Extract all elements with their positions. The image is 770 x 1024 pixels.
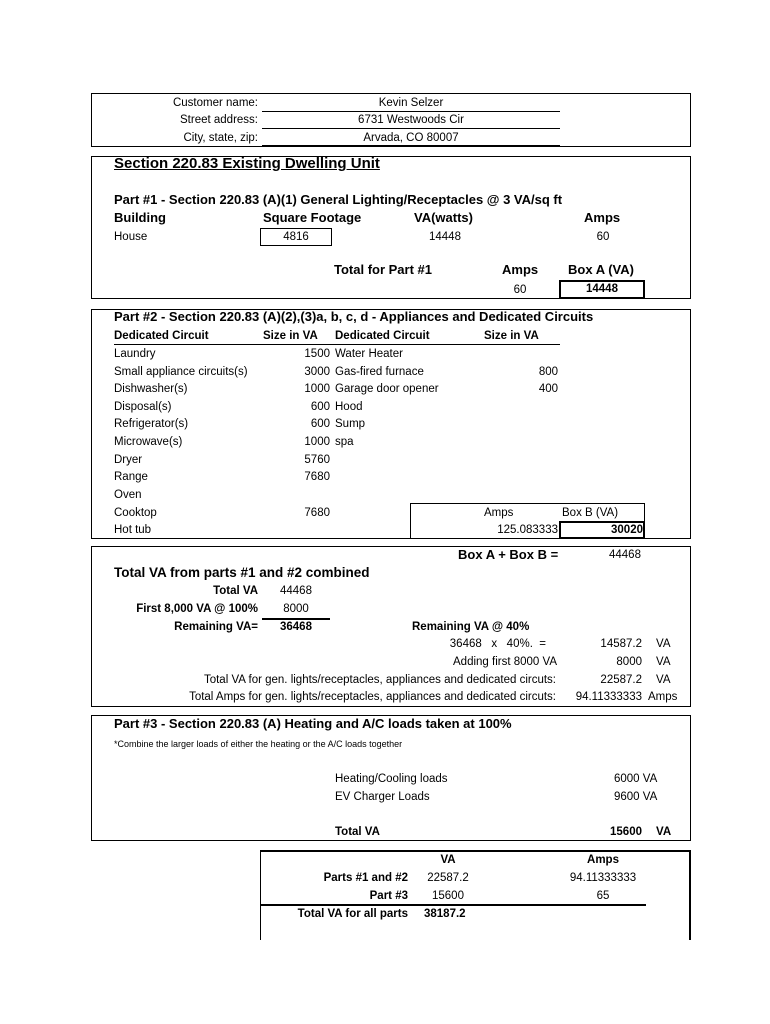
summary-right-border <box>689 850 691 940</box>
first-8000-label: First 8,000 VA @ 100% <box>136 603 258 615</box>
left-circuit-size: 600 <box>310 401 330 413</box>
part3-total-label: Total VA <box>335 826 380 838</box>
total-gen-va-value: 22587.2 <box>600 674 642 686</box>
part1-total-amps-value: 60 <box>513 284 527 296</box>
box-a-label: Box A (VA) <box>568 262 634 277</box>
part1-col-amps: Amps <box>584 210 621 225</box>
left-circuit-name: Small appliance circuits(s) <box>114 366 248 378</box>
part1-sqft-value: 4816 <box>283 231 309 243</box>
customer-name-value: Kevin Selzer <box>378 97 444 109</box>
left-circuit-size: 1000 <box>304 383 330 395</box>
ev-charger-value: 9600 VA <box>614 791 658 803</box>
remaining-va-label: Remaining VA= <box>174 621 258 633</box>
right-circuit-name: Water Heater <box>335 348 403 360</box>
right-circuit-name: Hood <box>335 401 363 413</box>
adding-8000-value: 8000 <box>616 656 642 668</box>
calc-unit: VA <box>656 638 671 650</box>
total-gen-va-label: Total VA for gen. lights/receptacles, appliances and dedicated circuts: <box>203 674 556 686</box>
part2-col-size: Size in VA <box>263 330 318 342</box>
part1-col-building: Building <box>114 210 166 225</box>
right-circuit-name: Garage door opener <box>335 383 439 395</box>
adding-8000-label: Adding first 8000 VA <box>453 656 557 668</box>
right-circuit-size: 800 <box>538 366 558 378</box>
left-circuit-size: 7680 <box>304 507 330 519</box>
part3-title: Part #3 - Section 220.83 (A) Heating and A/C loads taken at 100% <box>114 716 512 731</box>
customer-name-underline <box>262 111 560 112</box>
part2-header-underline <box>114 344 560 345</box>
part1-title: Part #1 - Section 220.83 (A)(1) General Lighting/Receptacles @ 3 VA/sq ft <box>114 192 563 207</box>
right-circuit-name: Sump <box>335 418 366 430</box>
part2-title: Part #2 - Section 220.83 (A)(2),(3)a, b, c, d - Appliances and Dedicated Circuits <box>114 309 594 324</box>
total-gen-amps-unit: Amps <box>648 691 678 703</box>
heating-cooling-value: 6000 VA <box>614 773 658 785</box>
left-circuit-name: Disposal(s) <box>114 401 172 413</box>
section-title: Section 220.83 Existing Dwelling Unit <box>114 155 380 172</box>
ev-charger-label: EV Charger Loads <box>335 791 430 803</box>
total-gen-amps-value: 94.11333333 <box>575 691 642 703</box>
left-circuit-name: Cooktop <box>114 507 157 519</box>
part1-col-sqft: Square Footage <box>263 210 362 225</box>
left-circuit-name: Range <box>114 471 148 483</box>
box-sum-label: Box A + Box B = <box>458 547 559 562</box>
customer-name-label: Customer name: <box>172 97 258 109</box>
part2-amps-value: 125.083333 <box>497 524 558 536</box>
heating-cooling-label: Heating/Cooling loads <box>335 773 448 785</box>
first-8000-value: 8000 <box>283 603 309 615</box>
city-state-zip-value: Arvada, CO 80007 <box>363 132 459 144</box>
part1-total-amps-label: Amps <box>502 262 539 277</box>
left-circuit-name: Dryer <box>114 454 143 466</box>
part1-building: House <box>114 231 148 243</box>
part1-total-label: Total for Part #1 <box>334 262 433 277</box>
box-sum-value: 44468 <box>609 549 641 561</box>
left-circuit-size: 600 <box>310 418 330 430</box>
left-circuit-name: Microwave(s) <box>114 436 183 448</box>
combined-title: Total VA from parts #1 and #2 combined <box>114 565 370 580</box>
summary-row-amps: 94.11333333 <box>569 872 637 884</box>
summary-row-va: 22587.2 <box>427 872 469 884</box>
left-circuit-size: 1500 <box>304 348 330 360</box>
right-circuit-name: spa <box>335 436 354 448</box>
summary-col-va: VA <box>440 854 456 866</box>
summary-divider <box>260 904 646 906</box>
summary-row-va: 15600 <box>432 890 464 902</box>
left-circuit-name: Oven <box>114 489 142 501</box>
city-state-zip-underline <box>262 145 560 146</box>
part2-col-size2: Size in VA <box>484 330 539 342</box>
combined-total-va-value: 44468 <box>280 585 312 597</box>
remaining-va-value: 36468 <box>280 621 312 633</box>
adding-8000-unit: VA <box>656 656 671 668</box>
summary-total-label: Total VA for all parts <box>297 908 408 920</box>
box-b-value: 30020 <box>611 524 643 536</box>
part2-amps-label: Amps <box>484 507 514 519</box>
summary-row-label: Part #3 <box>369 890 408 902</box>
summary-total-va: 38187.2 <box>424 908 466 920</box>
left-circuit-size: 5760 <box>304 454 330 466</box>
box-a-value: 14448 <box>586 283 618 295</box>
summary-row-amps: 65 <box>596 890 610 902</box>
left-circuit-size: 1000 <box>304 436 330 448</box>
left-circuit-name: Laundry <box>114 348 156 360</box>
calc-value: 14587.2 <box>600 638 642 650</box>
summary-col-amps: Amps <box>587 854 619 866</box>
calc-expression: 36468 x 40%. = <box>449 638 546 650</box>
part1-amps-value: 60 <box>596 231 610 243</box>
city-state-zip-label: City, state, zip: <box>183 132 258 144</box>
right-circuit-size: 400 <box>538 383 558 395</box>
left-circuit-size: 7680 <box>304 471 330 483</box>
total-gen-amps-label: Total Amps for gen. lights/receptacles, appliances and dedicated circuts: <box>189 691 556 703</box>
part3-total-value: 15600 <box>610 826 642 838</box>
left-circuit-name: Dishwasher(s) <box>114 383 188 395</box>
box-b-label: Box B (VA) <box>562 507 619 519</box>
part2-col-circuit: Dedicated Circuit <box>114 330 209 342</box>
total-gen-va-unit: VA <box>656 674 671 686</box>
right-circuit-name: Gas-fired furnace <box>335 366 424 378</box>
part1-col-va: VA(watts) <box>414 210 473 225</box>
summary-top-border <box>260 850 691 852</box>
left-circuit-name: Refrigerator(s) <box>114 418 189 430</box>
part1-va-value: 14448 <box>429 231 461 243</box>
summary-row-label: Parts #1 and #2 <box>323 872 408 884</box>
street-address-value: 6731 Westwoods Cir <box>358 114 464 126</box>
part3-note: *Combine the larger loads of either the heating or the A/C loads together <box>114 739 403 749</box>
remaining-40-label: Remaining VA @ 40% <box>412 621 530 633</box>
left-circuit-name: Hot tub <box>114 524 152 536</box>
street-address-underline <box>262 128 560 129</box>
combined-total-va-label: Total VA <box>213 585 258 597</box>
part2-col-circuit2: Dedicated Circuit <box>335 330 430 342</box>
left-circuit-size: 3000 <box>304 366 330 378</box>
street-address-label: Street address: <box>180 114 258 126</box>
part3-total-unit: VA <box>656 826 672 838</box>
summary-left-border <box>260 850 261 940</box>
